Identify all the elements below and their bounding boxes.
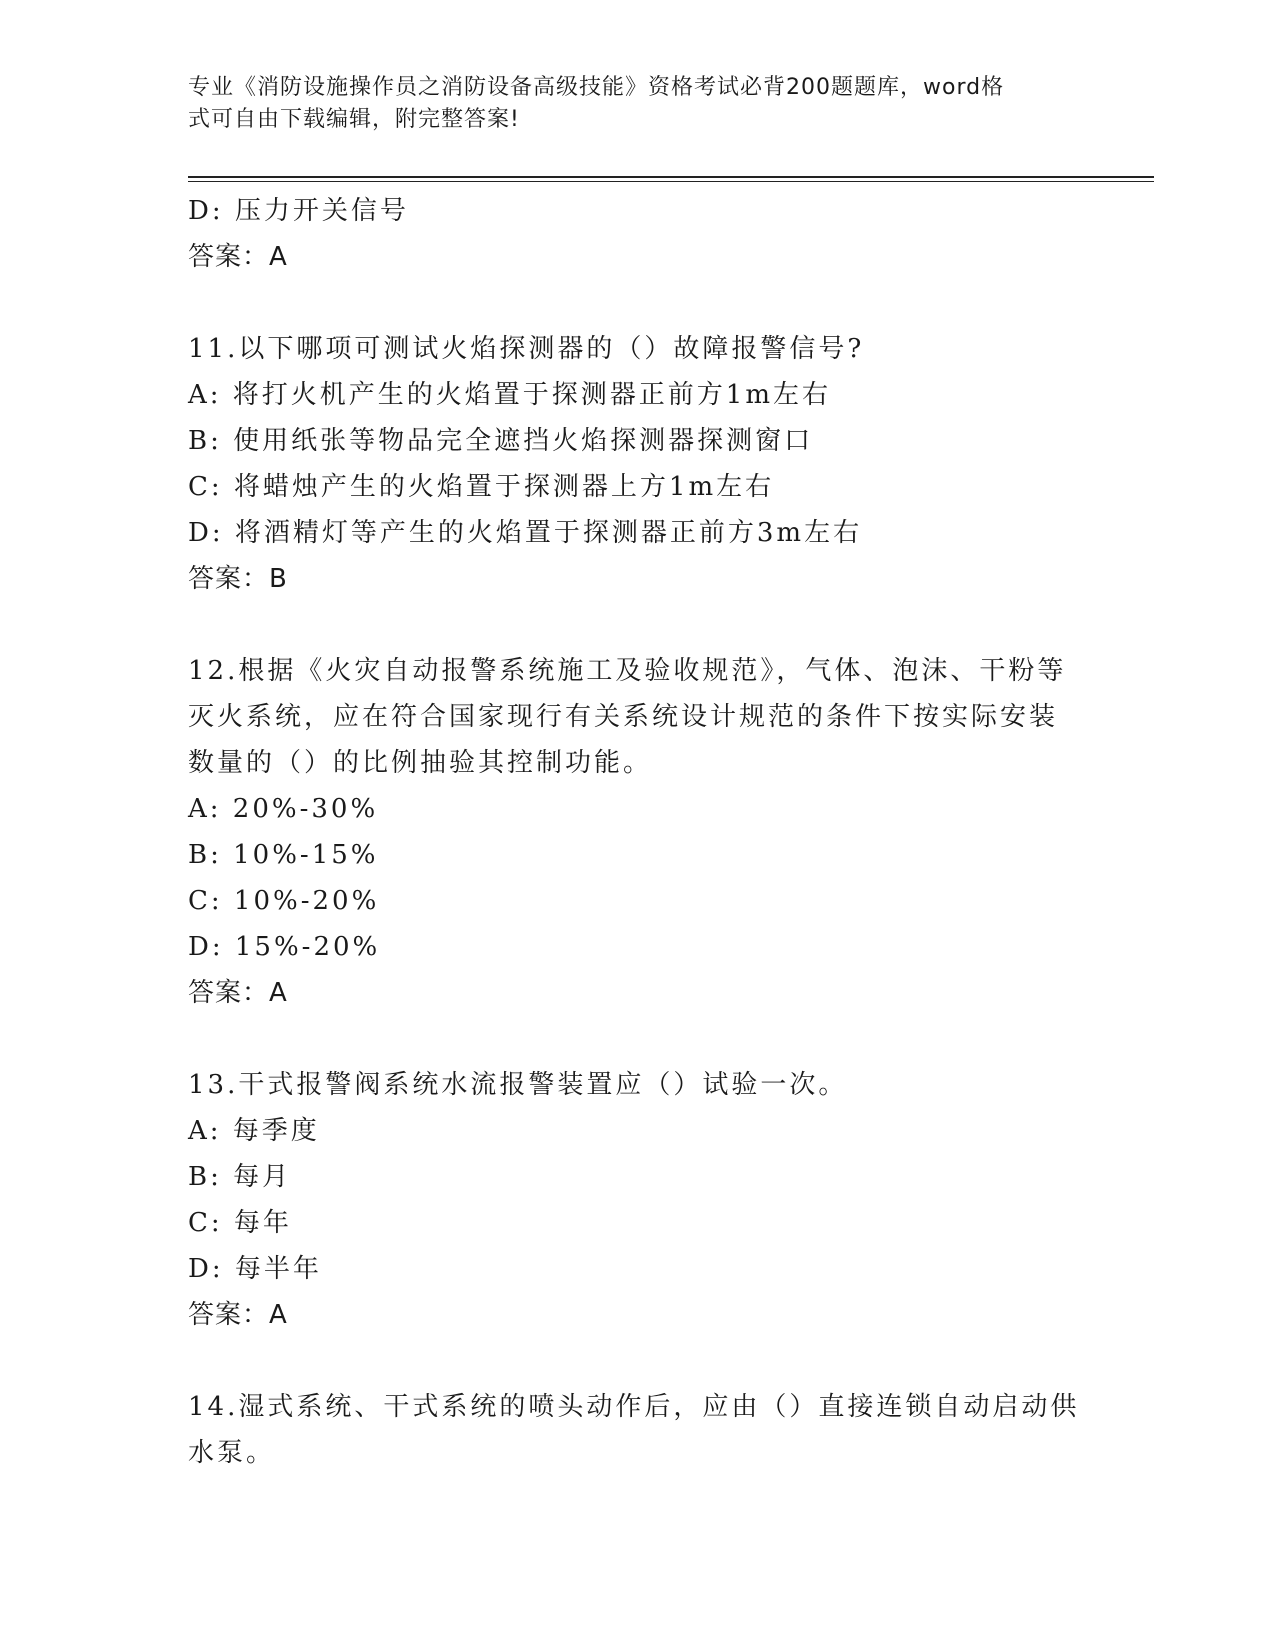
option-d: D: 15%-20% <box>188 932 381 962</box>
question-text-line-3: 数量的（）的比例抽验其控制功能。 <box>188 748 653 778</box>
option-d: D: 将酒精灯等产生的火焰置于探测器正前方3m左右 <box>188 518 863 548</box>
question-12 <box>188 648 1088 1016</box>
answer: 答案：A <box>188 242 288 272</box>
answer: 答案：A <box>188 1300 288 1330</box>
document-header <box>188 72 1068 136</box>
option-b: B: 10%-15% <box>188 840 379 870</box>
header-divider-thin <box>188 181 1154 182</box>
question-text-line-2: 水泵。 <box>188 1438 276 1468</box>
header-divider-thick <box>188 176 1154 178</box>
option-b: B: 使用纸张等物品完全遮挡火焰探测器探测窗口 <box>188 426 814 456</box>
answer: 答案：B <box>188 564 288 594</box>
spacer <box>188 1016 1088 1062</box>
option-a: A: 将打火机产生的火焰置于探测器正前方1m左右 <box>188 380 831 410</box>
question-text-line-2: 灭火系统，应在符合国家现行有关系统设计规范的条件下按实际安装 <box>188 702 1059 732</box>
option-a: A: 20%-30% <box>188 794 379 824</box>
option-c: C: 将蜡烛产生的火焰置于探测器上方1m左右 <box>188 472 775 502</box>
option-b: B: 每月 <box>188 1162 292 1192</box>
spacer <box>188 602 1088 648</box>
header-line-1: 专业《消防设施操作员之消防设备高级技能》资格考试必背200题题库，word格 <box>188 75 1005 100</box>
answer: 答案：A <box>188 978 288 1008</box>
option-c: C: 每年 <box>188 1208 292 1238</box>
option-a: A: 每季度 <box>188 1116 320 1146</box>
question-13 <box>188 1062 1088 1338</box>
spacer <box>188 280 1088 326</box>
question-text-line-1: 14.湿式系统、干式系统的喷头动作后，应由（）直接连锁自动启动供 <box>188 1392 1080 1422</box>
header-line-2: 式可自由下载编辑，附完整答案! <box>188 107 520 132</box>
question-11 <box>188 326 1088 602</box>
option-d: D: 压力开关信号 <box>188 196 409 226</box>
spacer <box>188 1338 1088 1384</box>
question-text: 11.以下哪项可测试火焰探测器的（）故障报警信号? <box>188 334 865 364</box>
question-text-line-1: 12.根据《火灾自动报警系统施工及验收规范》，气体、泡沫、干粉等 <box>188 656 1067 686</box>
option-d: D: 每半年 <box>188 1254 322 1284</box>
question-text: 13.干式报警阀系统水流报警装置应（）试验一次。 <box>188 1070 848 1100</box>
option-c: C: 10%-20% <box>188 886 380 916</box>
question-14 <box>188 1384 1088 1476</box>
question-content <box>188 188 1088 1476</box>
